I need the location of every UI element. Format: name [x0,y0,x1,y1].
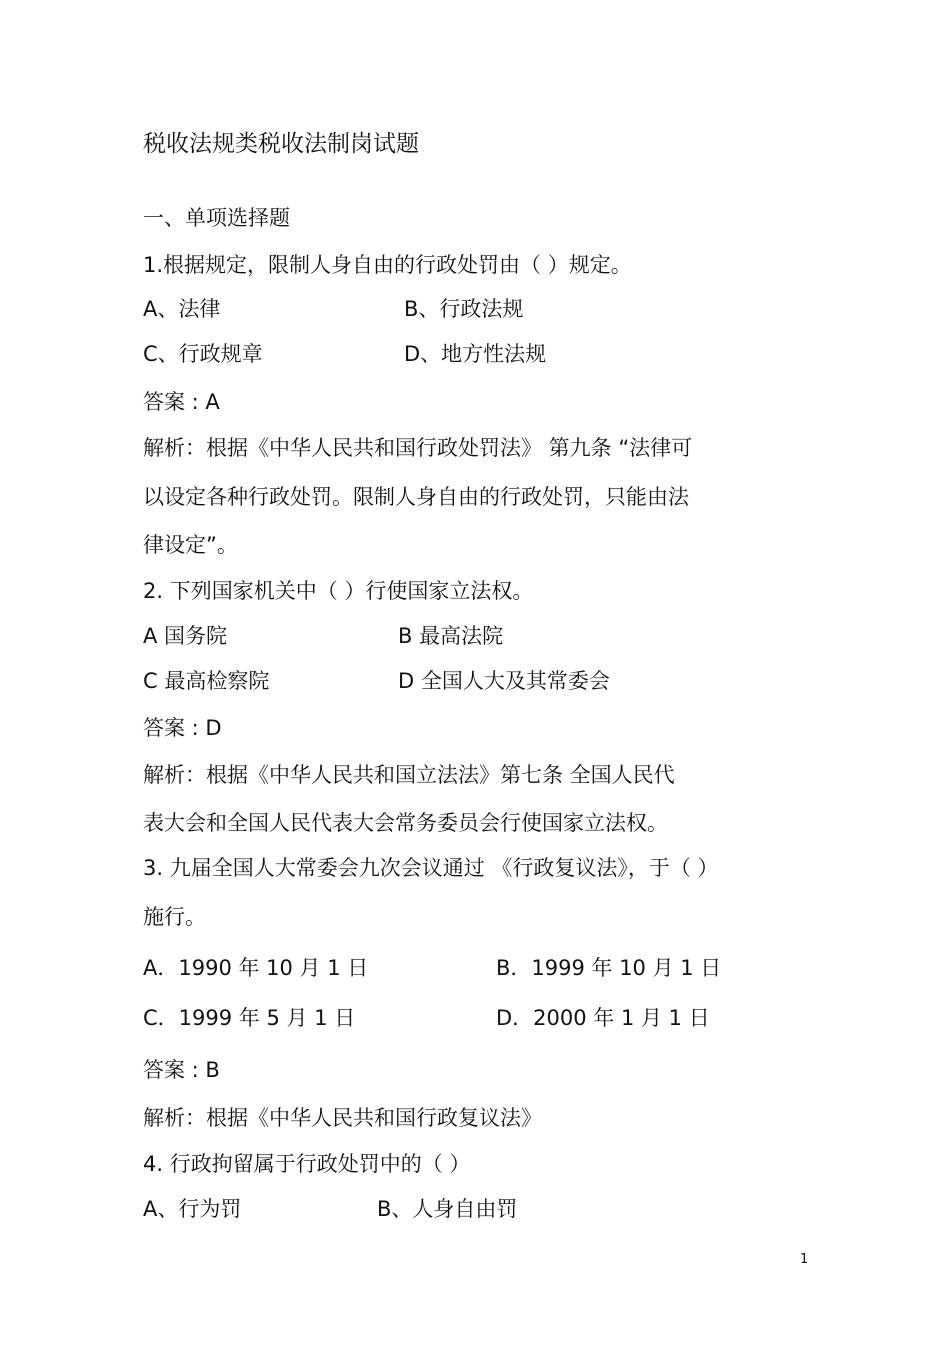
section-heading: 一、单项选择题 [143,206,290,230]
question-1-answer: 答案 : A [143,390,220,414]
question-1-option-b: B、行政法规 [404,297,524,321]
question-4-stem: 4. 行政拘留属于行政处罚中的（ ） [143,1152,471,1176]
question-3-option-b: B．1999 年 10 月 1 日 [496,956,722,980]
question-3-stem: 施行。 [143,905,206,929]
question-3-option-d: D．2000 年 1 月 1 日 [496,1006,710,1030]
question-3-stem: 3. 九届全国人大常委会九次会议通过 《行政复议法》，于（ ） [143,856,719,880]
question-2-option-a: A 国务院 [143,624,228,648]
question-2-analysis-line: 解析：根据《中华人民共和国立法法》第七条 全国人民代 [143,763,675,787]
question-1-stem: 1.根据规定，限制人身自由的行政处罚由（ ）规定。 [143,253,632,277]
question-3-option-c: C．1999 年 5 月 1 日 [143,1006,356,1030]
page-title: 税收法规类税收法制岗试题 [143,131,419,157]
question-2-analysis-line: 表大会和全国人民代表大会常务委员会行使国家立法权。 [143,811,668,835]
question-2-stem: 2. 下列国家机关中（ ）行使国家立法权。 [143,579,534,603]
page-number: 1 [800,1252,809,1267]
question-1-analysis-line: 律设定”。 [143,533,238,557]
question-2-option-b: B 最高法院 [398,624,504,648]
question-1-analysis-line: 以设定各种行政处罚。限制人身自由的行政处罚，只能由法 [143,485,689,509]
question-2-option-c: C 最高检察院 [143,669,270,693]
question-1-option-a: A、法律 [143,297,221,321]
question-4-option-a: A、行为罚 [143,1197,242,1221]
question-3-analysis-line: 解析：根据《中华人民共和国行政复议法》 [143,1106,542,1130]
question-3-option-a: A．1990 年 10 月 1 日 [143,956,369,980]
question-4-option-b: B、人身自由罚 [377,1197,518,1221]
question-1-option-c: C、行政规章 [143,342,263,366]
question-3-answer: 答案 : B [143,1058,220,1082]
question-1-option-d: D、地方性法规 [404,342,547,366]
question-2-option-d: D 全国人大及其常委会 [398,669,610,693]
question-1-analysis-line: 解析：根据《中华人民共和国行政处罚法》 第九条 “法律可 [143,436,693,460]
question-2-answer: 答案 : D [143,716,222,740]
